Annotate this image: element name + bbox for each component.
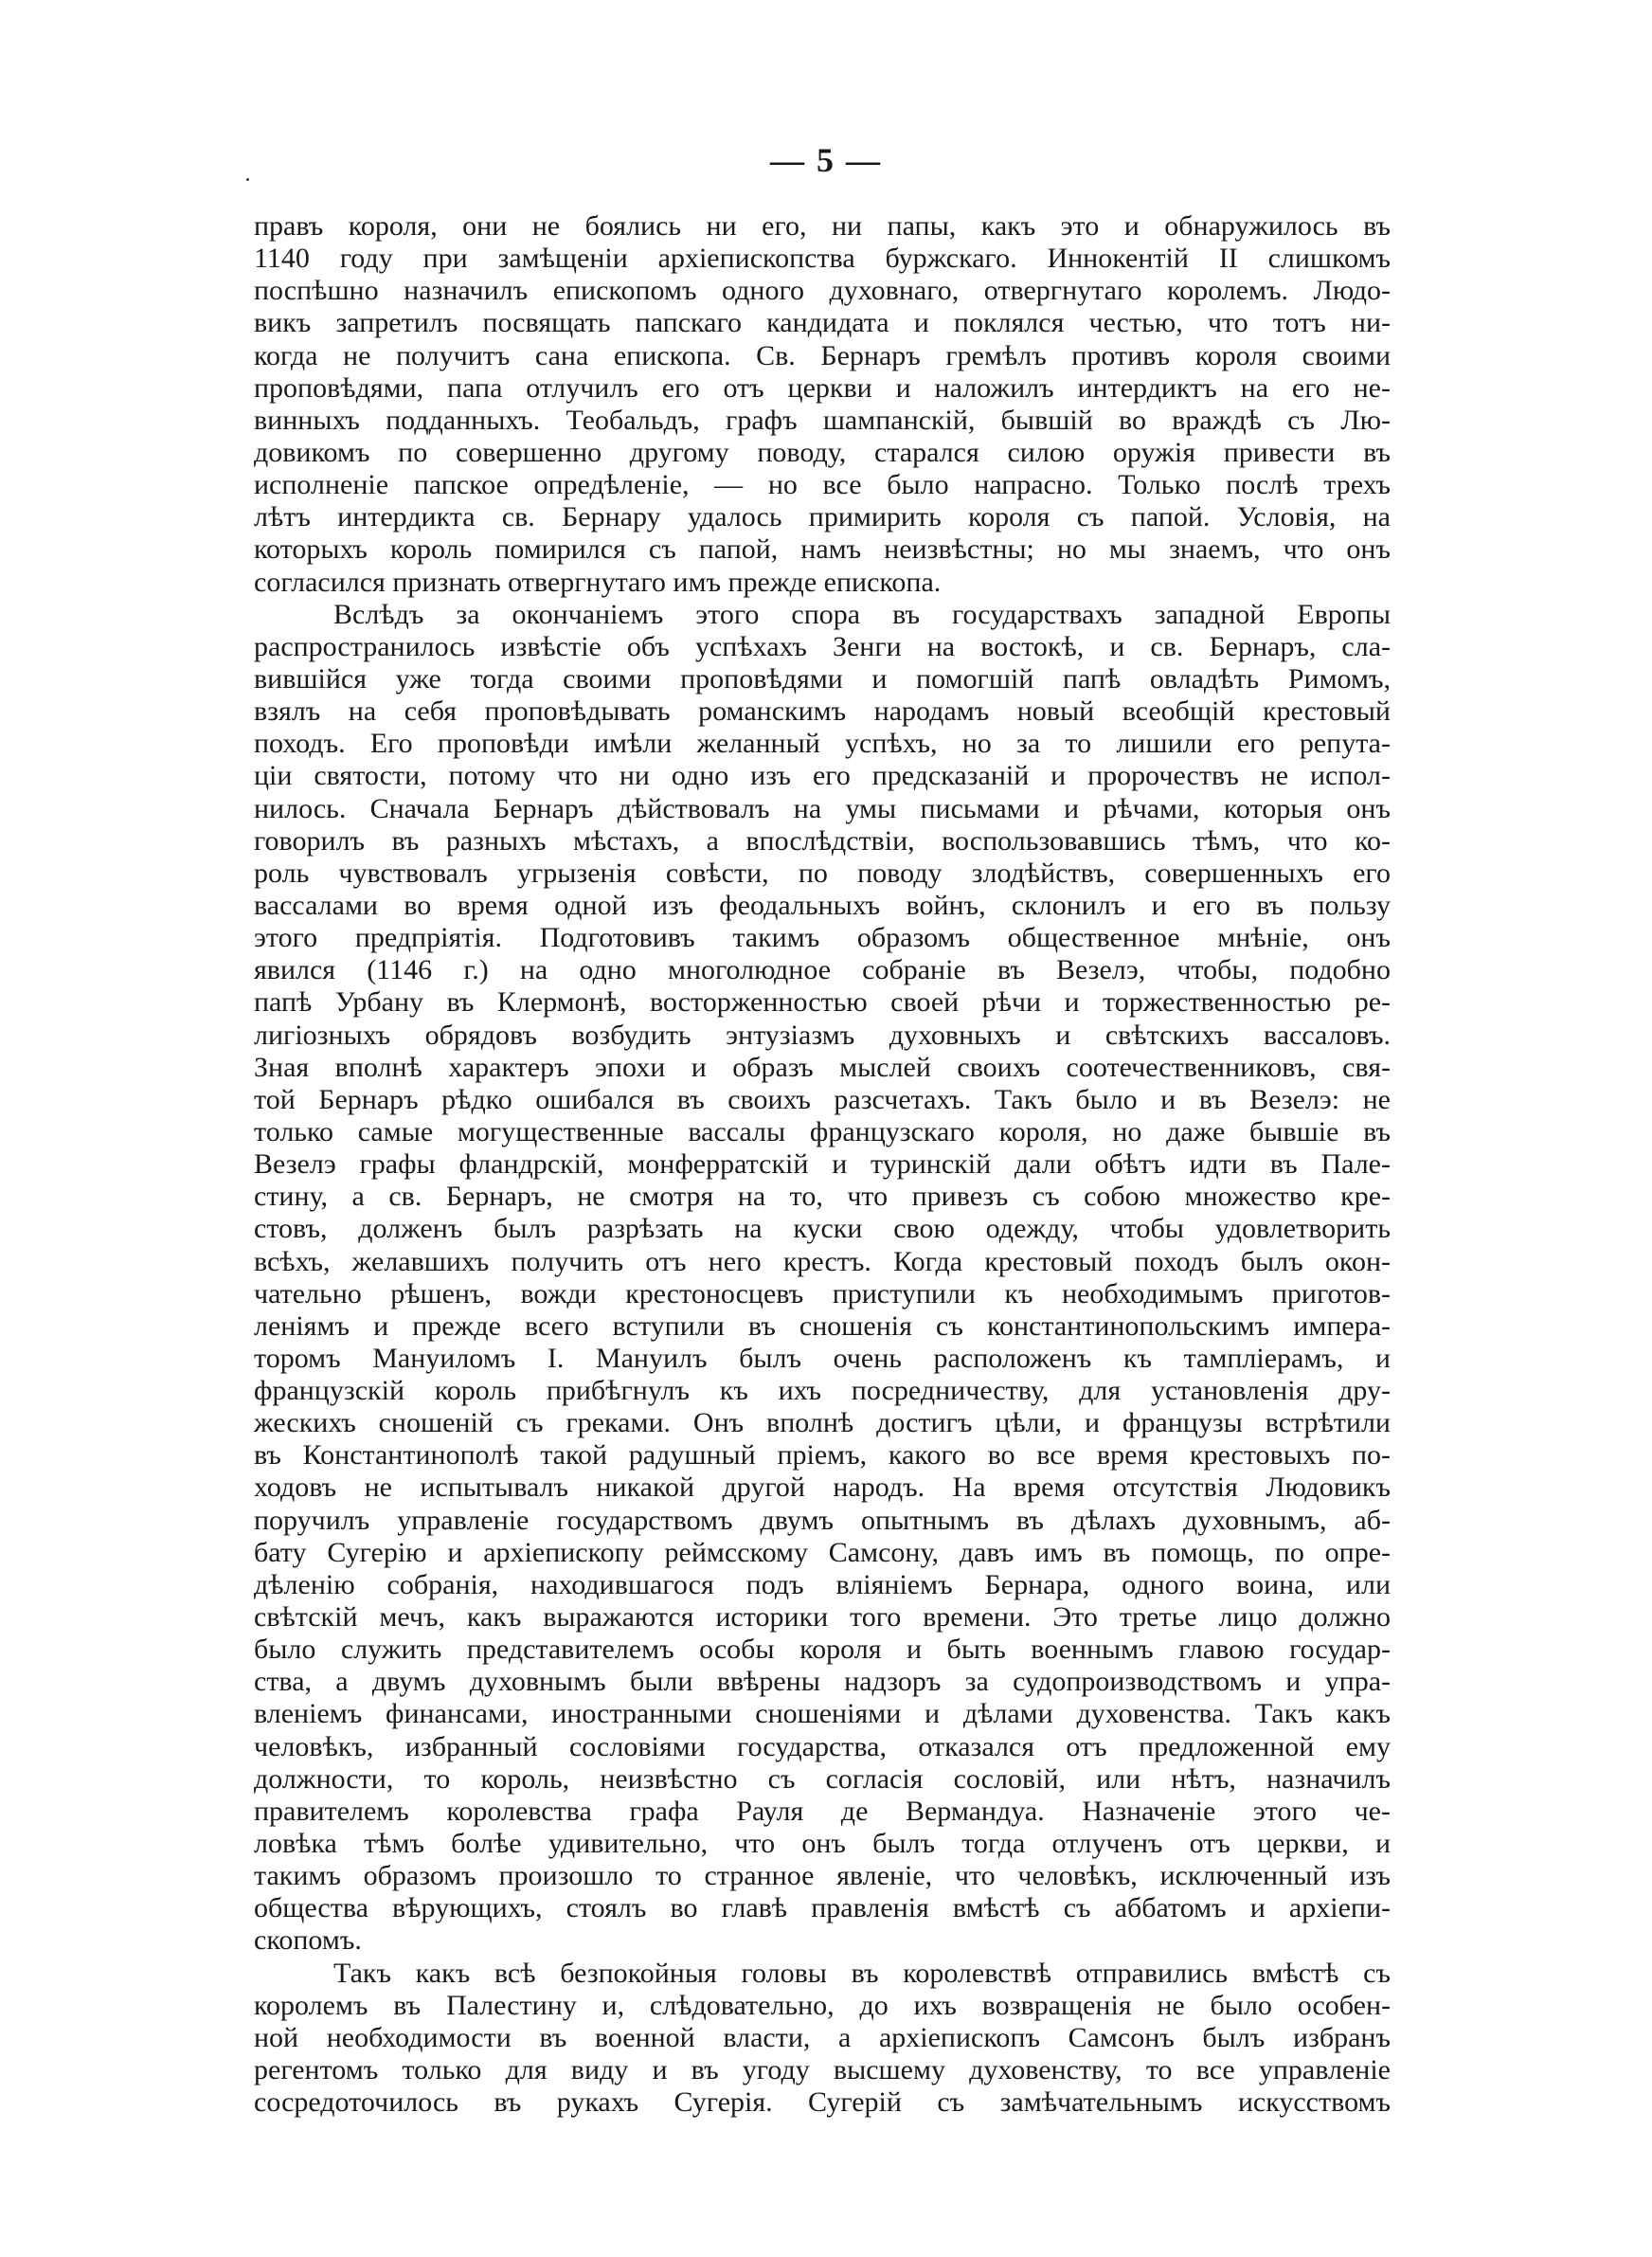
text-line: роль чувствовалъ угрызенія совѣсти, по поводу злодѣйствъ, совершенныхъ его: [254, 857, 1391, 889]
text-line: должности, то король, неизвѣстно съ согласія сословій, или нѣтъ, назначилъ: [254, 1762, 1391, 1795]
text-line: чательно рѣшенъ, вожди крестоносцевъ приступили къ необходимымъ приготов-: [254, 1277, 1391, 1309]
text-line: вассалами во время одной изъ феодальныхъ войнъ, склонилъ и его въ пользу: [254, 889, 1391, 921]
text-line: ловѣка тѣмъ болѣе удивительно, что онъ былъ тогда отлученъ отъ церкви, и: [254, 1828, 1391, 1860]
text-line: вившійся уже тогда своими проповѣдями и помогшій папѣ овладѣть Римомъ,: [254, 662, 1391, 695]
text-line: только самые могущественные вассалы французскаго короля, но даже бывшіе въ: [254, 1115, 1391, 1147]
text-line: стовъ, долженъ былъ разрѣзать на куски свою одежду, чтобы удовлетворить: [254, 1213, 1391, 1245]
text-line: этого предпріятія. Подготовивъ такимъ образомъ общественное мнѣніе, онъ: [254, 922, 1391, 954]
text-line: правителемъ королевства графа Рауля де Вермандуа. Назначеніе этого че-: [254, 1795, 1391, 1827]
text-line: французскій король прибѣгнулъ къ ихъ посредничеству, для установленія дру-: [254, 1375, 1391, 1407]
paragraph-start-line: Такъ какъ всѣ безпокойныя головы въ королевствѣ отправились вмѣстѣ съ: [333, 1957, 1391, 1989]
text-line: свѣтскій мечъ, какъ выражаются историки того времени. Это третье лицо должно: [254, 1601, 1391, 1634]
paragraph-end-line: скопомъ.: [254, 1924, 362, 1957]
text-line: стину, а св. Бернаръ, не смотря на то, что привезъ съ собою множество кре-: [254, 1181, 1391, 1213]
text-line: викъ запретилъ посвящать папскаго кандидата и поклялся честью, что тотъ ни-: [254, 307, 1391, 339]
paragraph-end-line: согласился признать отвергнутаго имъ прежде епископа.: [254, 566, 942, 598]
body-text: [254, 210, 1391, 2119]
text-line: походъ. Его проповѣди имѣли желанный успѣхъ, но за то лишили его репута-: [254, 728, 1391, 760]
text-line: говорилъ въ разныхъ мѣстахъ, а впослѣдствіи, воспользовавшись тѣмъ, что ко-: [254, 824, 1391, 857]
text-line: правъ короля, они не боялись ни его, ни папы, какъ это и обнаружилось въ: [254, 210, 1391, 242]
text-line: всѣхъ, желавшихъ получить отъ него крестъ. Когда крестовый походъ былъ окон-: [254, 1245, 1391, 1277]
text-line: общества вѣрующихъ, стоялъ во главѣ правленія вмѣстѣ съ аббатомъ и архіепи-: [254, 1892, 1391, 1924]
text-line: взялъ на себя проповѣдывать романскимъ народамъ новый всеобщій крестовый: [254, 695, 1391, 728]
text-line: королемъ въ Палестину и, слѣдовательно, до ихъ возвращенія не было особен-: [254, 1989, 1391, 2021]
text-line: которыхъ король помирился съ папой, намъ неизвѣстны; но мы знаемъ, что онъ: [254, 533, 1391, 566]
text-line: дѣленію собранія, находившагося подъ вліяніемъ Бернара, одного воина, или: [254, 1568, 1391, 1600]
text-line: Зная вполнѣ характеръ эпохи и образъ мыслей своихъ соотечественниковъ, свя-: [254, 1051, 1391, 1083]
paragraph-start-line: Вслѣдъ за окончаніемъ этого спора въ государствахъ западной Европы: [333, 598, 1391, 630]
text-line: 1140 году при замѣщеніи архіепископства буржскаго. Иннокентій II слишкомъ: [254, 243, 1391, 275]
text-line: винныхъ подданныхъ. Теобальдъ, графъ шампанскій, бывшій во враждѣ съ Лю-: [254, 404, 1391, 436]
text-line: распространилось извѣстіе объ успѣхахъ Зенги на востокѣ, и св. Бернаръ, сла-: [254, 630, 1391, 662]
text-line: человѣкъ, избранный сословіями государства, отказался отъ предложенной ему: [254, 1730, 1391, 1762]
text-line: ства, а двумъ духовнымъ были ввѣрены надзоръ за судопроизводствомъ и упра-: [254, 1666, 1391, 1698]
text-line: леніямъ и прежде всего вступили въ сношенія съ константинопольскимъ импера-: [254, 1309, 1391, 1342]
text-line: было служить представителемъ особы короля и быть военнымъ главою государ-: [254, 1634, 1391, 1666]
text-line: регентомъ только для виду и въ угоду высшему духовенству, то все управленіе: [254, 2054, 1391, 2086]
text-line: лѣтъ интердикта св. Бернару удалось примирить короля съ папой. Условія, на: [254, 501, 1391, 533]
text-line: ціи святости, потому что ни одно изъ его предсказаній и пророчествъ не испол-: [254, 760, 1391, 792]
text-line: лигіозныхъ обрядовъ возбудить энтузіазмъ духовныхъ и свѣтскихъ вассаловъ.: [254, 1019, 1391, 1051]
text-line: той Бернаръ рѣдко ошибался въ своихъ разсчетахъ. Такъ было и въ Везелэ: не: [254, 1083, 1391, 1115]
text-line: папѣ Урбану въ Клермонѣ, восторженностью своей рѣчи и торжественностью ре-: [254, 986, 1391, 1019]
page-number: — 5 —: [770, 141, 882, 179]
text-line: исполненіе папское опредѣленіе, — но все было напрасно. Только послѣ трехъ: [254, 469, 1391, 501]
text-line: жескихъ сношеній съ греками. Онъ вполнѣ достигъ цѣли, и французы встрѣтили: [254, 1407, 1391, 1439]
text-line: въ Константинополѣ такой радушный пріемъ, какого во все время крестовыхъ по-: [254, 1439, 1391, 1472]
text-line: Везелэ графы фландрскій, монферратскій и туринскій дали обѣтъ идти въ Пале-: [254, 1148, 1391, 1181]
text-line: проповѣдями, папа отлучилъ его отъ церкви и наложилъ интердиктъ на его не-: [254, 371, 1391, 404]
text-line: довикомъ по совершенно другому поводу, старался силою оружія привести въ: [254, 436, 1391, 468]
text-line: когда не получитъ сана епископа. Св. Бернаръ гремѣлъ противъ короля своими: [254, 339, 1391, 371]
text-line: вленіемъ финансами, иностранными сношеніями и дѣлами духовенства. Такъ какъ: [254, 1698, 1391, 1730]
text-line: бату Сугерію и архіепископу реймсскому Самсону, давъ имъ въ помощь, по опре-: [254, 1536, 1391, 1568]
text-line: торомъ Мануиломъ I. Мануилъ былъ очень расположенъ къ тампліерамъ, и: [254, 1342, 1391, 1374]
text-line: такимъ образомъ произошло то странное явленіе, что человѣкъ, исключенный изъ: [254, 1860, 1391, 1892]
text-line: поспѣшно назначилъ епископомъ одного духовнаго, отвергнутаго королемъ. Людо-: [254, 275, 1391, 307]
text-line: явился (1146 г.) на одно многолюдное собраніе въ Везелэ, чтобы, подобно: [254, 954, 1391, 986]
text-line: поручилъ управленіе государствомъ двумъ опытнымъ въ дѣлахъ духовнымъ, аб-: [254, 1504, 1391, 1536]
text-line: ной необходимости въ военной власти, а архіепископъ Самсонъ былъ избранъ: [254, 2021, 1391, 2053]
text-line: нилось. Сначала Бернаръ дѣйствовалъ на умы письмами и рѣчами, которыя онъ: [254, 792, 1391, 824]
text-line: ходовъ не испытывалъ никакой другой народъ. На время отсутствія Людовикъ: [254, 1472, 1391, 1504]
text-line: сосредоточилось въ рукахъ Сугерія. Сугерій съ замѣчательнымъ искусствомъ: [254, 2086, 1391, 2119]
